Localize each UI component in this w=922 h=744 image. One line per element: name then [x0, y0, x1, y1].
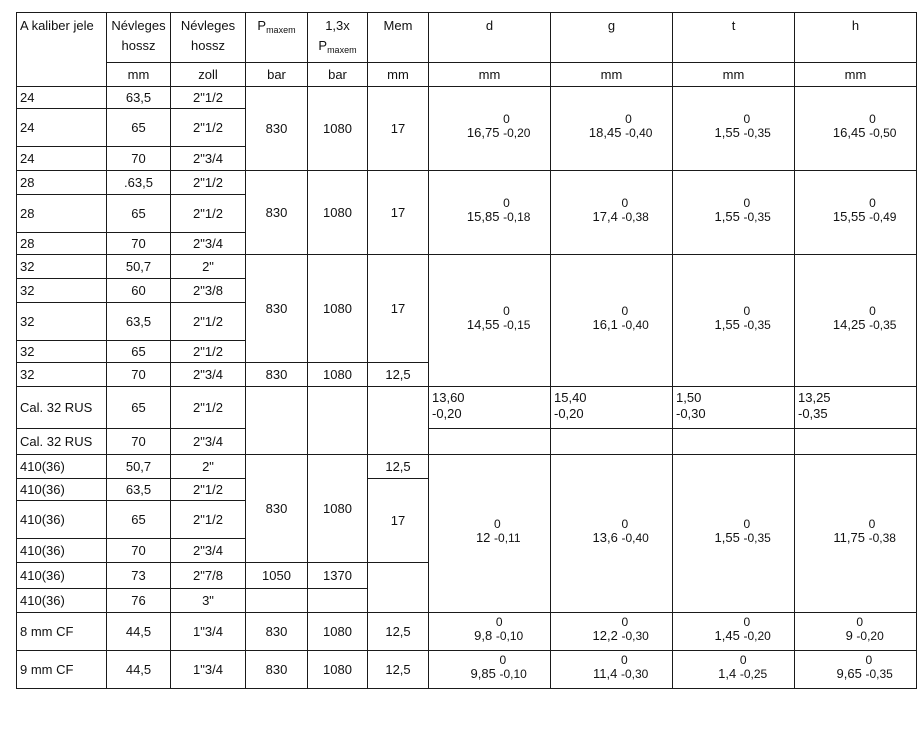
t-nominal: 1,4	[718, 666, 737, 681]
mem-cell: 12,5	[368, 363, 429, 387]
caliber-cell: 28	[17, 171, 107, 195]
length-cell: 65	[107, 195, 171, 233]
h-cell	[795, 613, 917, 651]
h-upper-tol: 0	[865, 653, 873, 667]
inch-cell: 2"	[171, 455, 246, 479]
g-cell	[551, 171, 673, 255]
t-cell	[673, 651, 795, 689]
h-cell	[795, 455, 917, 613]
d-upper-tol: 0	[503, 304, 510, 318]
header-t: t	[673, 13, 795, 63]
inch-cell: 2"1/2	[171, 479, 246, 501]
g-cell	[551, 255, 673, 387]
table-row	[17, 87, 917, 109]
inch-cell: 2"3/4	[171, 363, 246, 387]
length-cell: 63,5	[107, 479, 171, 501]
inch-cell: 2"3/8	[171, 279, 246, 303]
t-nominal: 1,55	[714, 209, 740, 224]
length-cell: 50,7	[107, 455, 171, 479]
g-nominal: 15,40	[554, 390, 587, 405]
pmax13-cell	[308, 387, 368, 455]
g-upper-tol: 0	[620, 653, 628, 667]
t-cell	[673, 171, 795, 255]
pmax-cell: 830	[246, 651, 308, 689]
length-cell: 70	[107, 233, 171, 255]
g-upper-tol: 0	[621, 304, 629, 318]
g-lower-tol: -0,40	[621, 318, 649, 332]
pmax13-sub	[327, 45, 357, 55]
header-mem: Mem	[368, 13, 429, 63]
g-lower-tol: -0,30	[621, 629, 649, 643]
inch-cell: 1"3/4	[171, 613, 246, 651]
h-upper-tol: 0	[856, 615, 864, 629]
d-upper-tol: 0	[499, 653, 507, 667]
inch-cell: 2"1/2	[171, 303, 246, 341]
t-upper-tol: 0	[743, 112, 751, 126]
mem-cell	[368, 563, 429, 613]
pmax13-cell: 1080	[308, 171, 368, 255]
length-cell: 63,5	[107, 303, 171, 341]
pmax-cell: 830	[246, 613, 308, 651]
unit-zoll: zoll	[171, 63, 246, 87]
t-upper-tol: 0	[739, 653, 747, 667]
header-nominal-length-in: Névleges hossz	[171, 13, 246, 63]
h-upper-tol: 0	[868, 517, 876, 531]
d-lower-tol: -0,10	[499, 667, 527, 681]
inch-cell: 2"3/4	[171, 429, 246, 455]
pmax13-cell: 1080	[308, 651, 368, 689]
caliber-cell: 32	[17, 255, 107, 279]
unit-t: mm	[673, 63, 795, 87]
pmax-cell	[246, 387, 308, 455]
g-lower-tol: -0,38	[621, 210, 649, 224]
h-cell	[795, 429, 917, 455]
d-cell	[429, 613, 551, 651]
table-row	[17, 651, 917, 689]
h-cell	[795, 87, 917, 171]
header-g: g	[551, 13, 673, 63]
pmax13-cell: 1080	[308, 613, 368, 651]
g-nominal: 17,4	[592, 209, 618, 224]
t-upper-tol: 0	[743, 517, 751, 531]
t-lower-tol: -0,35	[743, 210, 771, 224]
g-cell	[551, 613, 673, 651]
length-cell: .63,5	[107, 171, 171, 195]
pmax-base: P	[257, 18, 267, 33]
h-nominal: 9,65	[836, 666, 862, 681]
pmax13-cell	[308, 589, 368, 613]
t-lower-tol: -0,20	[743, 629, 771, 643]
length-cell: 60	[107, 279, 171, 303]
length-cell: 65	[107, 501, 171, 539]
table-row	[17, 171, 917, 195]
t-nominal: 1,50	[676, 390, 702, 405]
t-cell	[673, 455, 795, 613]
d-nominal: 9,8	[474, 628, 493, 643]
length-cell: 65	[107, 341, 171, 363]
table-row	[17, 613, 917, 651]
d-lower-tol: -0,15	[503, 318, 531, 332]
pmax-cell: 830	[246, 255, 308, 363]
d-cell	[429, 387, 551, 429]
d-cell	[429, 87, 551, 171]
h-cell	[795, 651, 917, 689]
length-cell: 70	[107, 539, 171, 563]
g-cell	[551, 455, 673, 613]
pmax-cell: 830	[246, 455, 308, 563]
length-cell: 44,5	[107, 651, 171, 689]
pmax13-cell: 1080	[308, 87, 368, 171]
pmax-sub	[266, 25, 296, 35]
pmax-sub-max: max	[266, 25, 284, 35]
pmax-cell: 830	[246, 171, 308, 255]
header-caliber: A kaliber jele	[17, 13, 107, 87]
h-lower-tol: -0,35	[798, 406, 828, 421]
caliber-cell: 32	[17, 363, 107, 387]
pmax13-cell: 1080	[308, 363, 368, 387]
header-pmax	[246, 13, 308, 63]
g-upper-tol: 0	[621, 615, 629, 629]
d-cell	[429, 651, 551, 689]
caliber-cell: 9 mm CF	[17, 651, 107, 689]
t-nominal: 1,45	[714, 628, 740, 643]
inch-cell: 2"1/2	[171, 87, 246, 109]
h-nominal: 9	[845, 628, 853, 643]
caliber-cell: 32	[17, 303, 107, 341]
inch-cell: 2"	[171, 255, 246, 279]
t-lower-tol: -0,25	[739, 667, 768, 681]
h-cell	[795, 171, 917, 255]
h-upper-tol: 0	[869, 112, 876, 126]
caliber-cell: 32	[17, 279, 107, 303]
length-cell: 73	[107, 563, 171, 589]
inch-cell: 2"1/2	[171, 171, 246, 195]
d-cell	[429, 455, 551, 613]
pmax13-base: P	[318, 38, 328, 53]
d-lower-tol: -0,20	[432, 406, 462, 421]
caliber-cell: 24	[17, 147, 107, 171]
t-lower-tol: -0,35	[743, 318, 771, 332]
mem-cell: 17	[368, 171, 429, 255]
d-upper-tol: 0	[495, 615, 503, 629]
caliber-cell: 410(36)	[17, 455, 107, 479]
inch-cell: 2"1/2	[171, 501, 246, 539]
inch-cell: 1"3/4	[171, 651, 246, 689]
header-d: d	[429, 13, 551, 63]
inch-cell: 2"1/2	[171, 109, 246, 147]
h-nominal: 16,45	[832, 125, 866, 140]
table-row	[17, 455, 917, 479]
length-cell: 65	[107, 387, 171, 429]
caliber-cell: 410(36)	[17, 539, 107, 563]
inch-cell: 2"3/4	[171, 147, 246, 171]
t-lower-tol: -0,35	[743, 126, 771, 140]
t-nominal: 1,55	[714, 317, 740, 332]
pmax13-sub-em: em	[344, 45, 357, 55]
caliber-cell: 410(36)	[17, 589, 107, 613]
header-row	[17, 13, 917, 63]
d-nominal: 15,85	[466, 209, 500, 224]
g-upper-tol: 0	[621, 517, 629, 531]
h-lower-tol: -0,35	[869, 318, 897, 332]
header-pmax-13	[308, 13, 368, 63]
h-lower-tol: -0,35	[865, 667, 893, 681]
d-upper-tol: 0	[494, 517, 501, 531]
mem-cell: 12,5	[368, 613, 429, 651]
h-lower-tol: -0,20	[856, 629, 884, 643]
table-row	[17, 255, 917, 279]
unit-g: mm	[551, 63, 673, 87]
table-row	[17, 429, 917, 455]
d-nominal: 16,75	[466, 125, 500, 140]
length-cell: 70	[107, 363, 171, 387]
pmax13-cell: 1080	[308, 255, 368, 363]
inch-cell: 2"1/2	[171, 387, 246, 429]
pmax-sub-em: em	[283, 25, 296, 35]
d-cell	[429, 429, 551, 455]
pmax13-sub-max: max	[327, 45, 345, 55]
caliber-cell: 410(36)	[17, 501, 107, 539]
inch-cell: 3"	[171, 589, 246, 613]
mem-cell: 17	[368, 255, 429, 363]
caliber-cell: 32	[17, 341, 107, 363]
g-cell	[551, 651, 673, 689]
unit-bar: bar	[308, 63, 368, 87]
caliber-cell: Cal. 32 RUS	[17, 429, 107, 455]
inch-cell: 2"1/2	[171, 195, 246, 233]
units-row	[17, 63, 917, 87]
d-nominal: 14,55	[466, 317, 500, 332]
h-nominal: 13,25	[798, 390, 831, 405]
d-lower-tol: -0,11	[494, 531, 521, 545]
length-cell: 70	[107, 429, 171, 455]
mem-cell: 12,5	[368, 651, 429, 689]
length-cell: 76	[107, 589, 171, 613]
h-lower-tol: -0,49	[869, 210, 897, 224]
t-lower-tol: -0,35	[743, 531, 771, 545]
g-nominal: 12,2	[592, 628, 618, 643]
h-nominal: 15,55	[832, 209, 866, 224]
h-lower-tol: -0,50	[869, 126, 897, 140]
inch-cell: 2"3/4	[171, 539, 246, 563]
unit-d: mm	[429, 63, 551, 87]
d-lower-tol: -0,10	[495, 629, 524, 643]
pmax-cell	[246, 589, 308, 613]
mem-cell: 17	[368, 479, 429, 563]
h-nominal: 14,25	[832, 317, 866, 332]
t-cell	[673, 429, 795, 455]
caliber-cell: Cal. 32 RUS	[17, 387, 107, 429]
t-cell	[673, 87, 795, 171]
g-lower-tol: -0,40	[625, 126, 653, 140]
mem-cell: 12,5	[368, 455, 429, 479]
d-cell	[429, 171, 551, 255]
caliber-cell: 8 mm CF	[17, 613, 107, 651]
pmax-cell: 830	[246, 363, 308, 387]
t-upper-tol: 0	[743, 304, 751, 318]
caliber-cell: 410(36)	[17, 563, 107, 589]
unit-mm: mm	[107, 63, 171, 87]
header-nominal-length-mm: Névleges hossz	[107, 13, 171, 63]
unit-h: mm	[795, 63, 917, 87]
t-lower-tol: -0,30	[676, 406, 706, 421]
g-cell	[551, 387, 673, 429]
t-cell	[673, 613, 795, 651]
d-nominal: 12	[475, 530, 491, 545]
inch-cell: 2"1/2	[171, 341, 246, 363]
g-cell	[551, 87, 673, 171]
d-lower-tol: -0,20	[503, 126, 531, 140]
g-upper-tol: 0	[621, 196, 629, 210]
length-cell: 70	[107, 147, 171, 171]
unit-mem: mm	[368, 63, 429, 87]
length-cell: 65	[107, 109, 171, 147]
g-lower-tol: -0,40	[621, 531, 649, 545]
g-cell	[551, 429, 673, 455]
d-upper-tol: 0	[503, 196, 510, 210]
caliber-cell: 28	[17, 195, 107, 233]
caliber-cell: 24	[17, 87, 107, 109]
pmax13-cell: 1080	[308, 455, 368, 563]
inch-cell: 2"3/4	[171, 233, 246, 255]
t-nominal: 1,55	[714, 125, 740, 140]
d-nominal: 13,60	[432, 390, 465, 405]
table-row	[17, 387, 917, 429]
t-upper-tol: 0	[743, 615, 751, 629]
length-cell: 44,5	[107, 613, 171, 651]
header-h: h	[795, 13, 917, 63]
h-lower-tol: -0,38	[868, 531, 896, 545]
g-nominal: 18,45	[588, 125, 622, 140]
pmax-cell: 830	[246, 87, 308, 171]
pmax-cell: 1050	[246, 563, 308, 589]
length-cell: 50,7	[107, 255, 171, 279]
g-nominal: 13,6	[592, 530, 618, 545]
h-nominal: 11,75	[833, 530, 865, 545]
g-nominal: 16,1	[592, 317, 618, 332]
g-lower-tol: -0,20	[554, 406, 584, 421]
mem-cell	[368, 387, 429, 455]
caliber-cell: 24	[17, 109, 107, 147]
t-cell	[673, 255, 795, 387]
mem-cell: 17	[368, 87, 429, 171]
d-lower-tol: -0,18	[503, 210, 531, 224]
caliber-spec-table	[16, 12, 917, 689]
t-upper-tol: 0	[743, 196, 751, 210]
h-upper-tol: 0	[869, 196, 876, 210]
unit-bar: bar	[246, 63, 308, 87]
d-cell	[429, 255, 551, 387]
g-upper-tol: 0	[625, 112, 632, 126]
length-cell: 63,5	[107, 87, 171, 109]
pmax13-prefix: 1,3x	[325, 18, 350, 33]
inch-cell: 2"7/8	[171, 563, 246, 589]
d-upper-tol: 0	[503, 112, 510, 126]
pmax13-cell: 1370	[308, 563, 368, 589]
caliber-cell: 410(36)	[17, 479, 107, 501]
h-cell	[795, 387, 917, 429]
t-nominal: 1,55	[714, 530, 740, 545]
h-cell	[795, 255, 917, 387]
t-cell	[673, 387, 795, 429]
g-lower-tol: -0,30	[620, 667, 649, 681]
caliber-cell: 28	[17, 233, 107, 255]
d-nominal: 9,85	[470, 666, 496, 681]
h-upper-tol: 0	[869, 304, 876, 318]
g-nominal: 11,4	[593, 666, 618, 681]
